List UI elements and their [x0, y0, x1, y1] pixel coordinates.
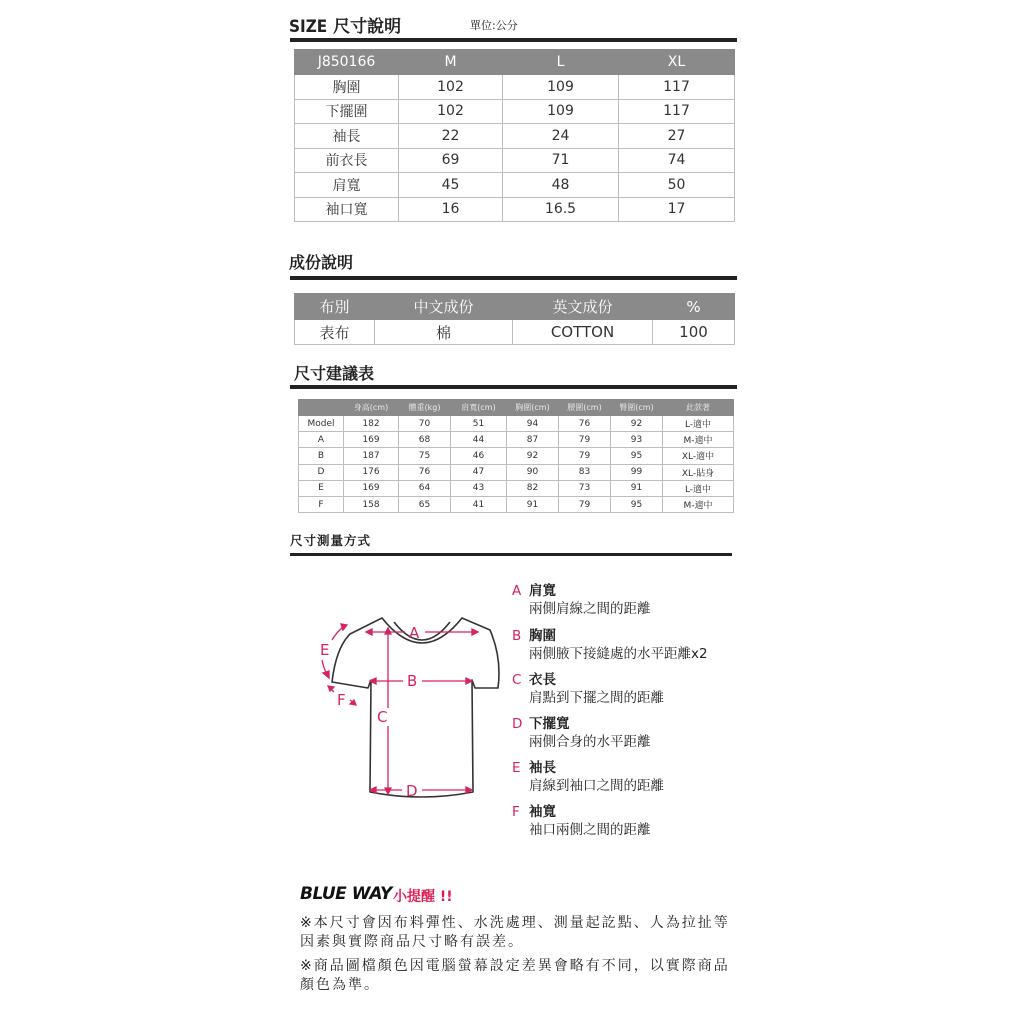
suggest-table-cell: 79: [559, 496, 611, 512]
legend-desc: 兩側腋下接縫處的水平距離x2: [529, 646, 708, 662]
size-table-cell: 24: [503, 124, 619, 149]
suggest-table-cell: 182: [344, 416, 399, 432]
legend-key: E: [512, 760, 521, 776]
tshirt-diagram: [310, 610, 510, 810]
divider: [290, 385, 737, 389]
suggest-table-cell: 68: [399, 432, 451, 448]
suggest-table-cell: B: [299, 448, 344, 464]
suggest-table-cell: 47: [451, 464, 507, 480]
size-table-header-cell: J850166: [295, 50, 399, 75]
suggest-table-header-cell: 身高(cm): [344, 400, 399, 416]
material-table: [294, 293, 735, 345]
suggest-table-header-cell: 腰圍(cm): [559, 400, 611, 416]
suggest-table-cell: 92: [611, 416, 663, 432]
reminder-label: 小提醒 !!: [393, 889, 453, 905]
material-table-row: [295, 320, 735, 345]
suggest-table-cell: 94: [507, 416, 559, 432]
suggest-table-cell: E: [299, 480, 344, 496]
size-table-cell: 16.5: [503, 197, 619, 222]
size-table-row: [295, 99, 735, 124]
size-table-row: [295, 124, 735, 149]
measure-legend-item: [512, 759, 664, 795]
suggest-table-cell: 92: [507, 448, 559, 464]
suggest-table-cell: 79: [559, 432, 611, 448]
diagram-label-b: B: [407, 672, 418, 690]
legend-title: 袖長: [529, 760, 556, 776]
suggest-table-row: [299, 448, 734, 464]
suggest-table-cell: 176: [344, 464, 399, 480]
size-table-cell: 109: [503, 99, 619, 124]
legend-desc: 肩點到下擺之間的距離: [529, 690, 664, 706]
suggest-table-cell: 79: [559, 448, 611, 464]
suggest-table-row: [299, 480, 734, 496]
divider: [290, 38, 737, 42]
size-table: [294, 49, 735, 222]
suggest-table-cell: 70: [399, 416, 451, 432]
tshirt-outline: [332, 618, 499, 797]
suggest-table-cell: Model: [299, 416, 344, 432]
size-table-row: [295, 75, 735, 100]
size-table-cell: 袖口寬: [295, 197, 399, 222]
suggest-table-cell: 91: [611, 480, 663, 496]
suggest-table-cell: 83: [559, 464, 611, 480]
size-table-cell: 117: [619, 75, 735, 100]
suggest-table-cell: 76: [399, 464, 451, 480]
legend-desc: 兩側合身的水平距離: [529, 734, 651, 750]
size-table-cell: 45: [399, 173, 503, 198]
diagram-label-e: E: [320, 641, 330, 659]
suggest-table-cell: 95: [611, 448, 663, 464]
legend-title: 下擺寬: [529, 716, 570, 732]
size-table-cell: 71: [503, 148, 619, 173]
suggest-table-cell: 95: [611, 496, 663, 512]
suggest-table-cell: 41: [451, 496, 507, 512]
suggest-table-cell: 99: [611, 464, 663, 480]
suggest-table-cell: 91: [507, 496, 559, 512]
suggest-table-cell: XL-適中: [663, 448, 734, 464]
diagram-label-d: D: [406, 782, 418, 800]
suggest-table-cell: A: [299, 432, 344, 448]
suggest-table-cell: 158: [344, 496, 399, 512]
suggest-table-row: [299, 416, 734, 432]
unit-label: 單位:公分: [470, 19, 518, 32]
size-table-cell: 102: [399, 99, 503, 124]
diagram-label-a: A: [409, 624, 420, 642]
legend-title: 肩寬: [529, 583, 556, 599]
legend-title: 袖寬: [529, 804, 556, 820]
legend-title: 胸圍: [529, 628, 556, 644]
suggest-table-header-cell: [299, 400, 344, 416]
legend-desc: 兩側肩線之間的距離: [529, 601, 651, 617]
size-table-cell: 袖長: [295, 124, 399, 149]
suggest-table-cell: 90: [507, 464, 559, 480]
suggest-table-cell: M-適中: [663, 432, 734, 448]
size-table-cell: 肩寬: [295, 173, 399, 198]
size-table-header: [295, 50, 735, 75]
reminder-note-2: ※商品圖檔顏色因電腦螢幕設定差異會略有不同，以實際商品顏色為準。: [300, 958, 730, 993]
size-table-header-cell: XL: [619, 50, 735, 75]
suggest-table-header-cell: 體重(kg): [399, 400, 451, 416]
material-table-cell: 表布: [295, 320, 375, 345]
material-section-title: 成份說明: [289, 253, 354, 272]
size-table-cell: 48: [503, 173, 619, 198]
size-table-row: [295, 197, 735, 222]
suggest-table-cell: M-適中: [663, 496, 734, 512]
material-table-cell: COTTON: [513, 320, 653, 345]
size-table-header-cell: M: [399, 50, 503, 75]
size-table-cell: 102: [399, 75, 503, 100]
size-table-cell: 27: [619, 124, 735, 149]
legend-desc: 肩線到袖口之間的距離: [529, 778, 664, 794]
legend-desc: 袖口兩側之間的距離: [529, 822, 651, 838]
material-table-header-cell: 布別: [295, 294, 375, 320]
suggest-table-cell: F: [299, 496, 344, 512]
size-table-cell: 下擺圍: [295, 99, 399, 124]
legend-key: B: [512, 628, 522, 644]
suggest-table-cell: 64: [399, 480, 451, 496]
suggest-table-cell: 44: [451, 432, 507, 448]
suggest-table-header-cell: 胸圍(cm): [507, 400, 559, 416]
divider: [290, 553, 732, 556]
material-table-header-cell: 英文成份: [513, 294, 653, 320]
material-table-cell: 棉: [375, 320, 513, 345]
size-table-cell: 17: [619, 197, 735, 222]
suggest-table-cell: 51: [451, 416, 507, 432]
measure-legend-item: [512, 671, 664, 707]
suggest-table-header-cell: 肩寬(cm): [451, 400, 507, 416]
measure-legend-item: [512, 627, 708, 663]
suggest-table-cell: 169: [344, 480, 399, 496]
material-table-header-cell: %: [653, 294, 735, 320]
size-table-cell: 16: [399, 197, 503, 222]
legend-title: 衣長: [529, 672, 556, 688]
measure-legend-item: [512, 803, 651, 839]
legend-key: A: [512, 583, 522, 599]
size-section-title: SIZE 尺寸說明: [289, 17, 402, 37]
suggest-table: [298, 399, 734, 513]
reminder-note-1: ※本尺寸會因布料彈性、水洗處理、測量起訖點、人為拉扯等因素與實際商品尺寸略有誤差。: [300, 915, 730, 950]
size-table-cell: 74: [619, 148, 735, 173]
suggest-table-cell: 169: [344, 432, 399, 448]
divider: [290, 276, 737, 280]
size-table-cell: 117: [619, 99, 735, 124]
measure-legend-item: [512, 582, 651, 618]
brand-logo: BLUE WAY: [300, 884, 392, 904]
suggest-table-cell: 93: [611, 432, 663, 448]
size-table-row: [295, 148, 735, 173]
legend-key: F: [512, 804, 520, 820]
size-table-cell: 109: [503, 75, 619, 100]
size-table-row: [295, 173, 735, 198]
suggest-table-header-cell: 此款著: [663, 400, 734, 416]
suggest-table-cell: 87: [507, 432, 559, 448]
size-table-cell: 22: [399, 124, 503, 149]
diagram-label-c: C: [377, 708, 388, 726]
suggest-table-cell: D: [299, 464, 344, 480]
suggest-table-row: [299, 464, 734, 480]
suggest-table-cell: 73: [559, 480, 611, 496]
suggest-table-cell: L-適中: [663, 480, 734, 496]
suggest-table-cell: 76: [559, 416, 611, 432]
suggest-table-row: [299, 496, 734, 512]
measure-legend-item: [512, 715, 651, 751]
size-table-cell: 前衣長: [295, 148, 399, 173]
size-table-header-cell: L: [503, 50, 619, 75]
suggest-table-cell: XL-貼身: [663, 464, 734, 480]
legend-key: C: [512, 672, 522, 688]
suggest-table-cell: 43: [451, 480, 507, 496]
suggest-table-cell: 65: [399, 496, 451, 512]
size-table-cell: 50: [619, 173, 735, 198]
suggest-section-title: 尺寸建議表: [294, 364, 375, 383]
size-table-cell: 69: [399, 148, 503, 173]
material-table-cell: 100: [653, 320, 735, 345]
diagram-label-f: F: [337, 691, 346, 709]
suggest-table-header-cell: 臀圍(cm): [611, 400, 663, 416]
material-table-header-cell: 中文成份: [375, 294, 513, 320]
suggest-table-cell: L-適中: [663, 416, 734, 432]
suggest-table-cell: 187: [344, 448, 399, 464]
suggest-table-cell: 82: [507, 480, 559, 496]
suggest-table-row: [299, 432, 734, 448]
size-table-cell: 胸圍: [295, 75, 399, 100]
legend-key: D: [512, 716, 523, 732]
suggest-table-cell: 75: [399, 448, 451, 464]
suggest-table-cell: 46: [451, 448, 507, 464]
measure-section-title: 尺寸測量方式: [290, 533, 372, 548]
